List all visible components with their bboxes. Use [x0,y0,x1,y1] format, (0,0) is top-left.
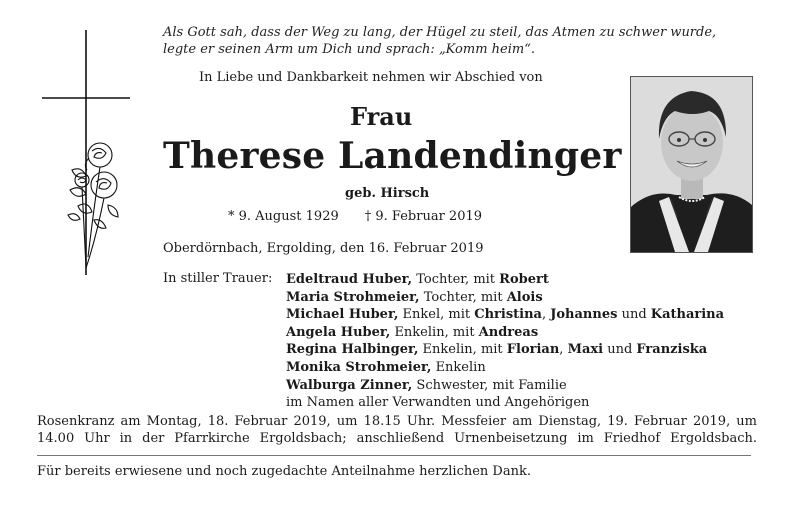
mourner-row: Maria Strohmeier, Tochter, mit Alois [286,289,543,305]
service-line-1: Rosenkranz am Montag, 18. Februar 2019, um 18.15 Uhr. Messfeier am Dienstag, 19. Februar 2019, um [37,414,757,429]
mourner-row: im Namen aller Verwandten und Angehörigen [286,395,590,411]
death-date: † 9. Februar 2019 [364,209,483,224]
quote-line-2: legte er seinen Arm um Dich und sprach: „Komm heim“. [163,42,535,57]
born-name: geb. Hirsch [345,186,430,201]
farewell-intro: In Liebe und Dankbarkeit nehmen wir Abschied von [199,70,543,85]
life-dates [228,209,482,224]
portrait-photo [630,76,753,253]
divider [37,455,751,456]
thanks-note: Für bereits erwiesene und noch zugedachte Anteilnahme herzlichen Dank. [37,464,531,479]
service-line-2: 14.00 Uhr in der Pfarrkirche Ergoldsbach; anschließend Urnenbeisetzung im Friedhof Ergoldsbach. [37,431,757,446]
mourner-row: Michael Huber, Enkel, mit Christina, Johannes und Katharina [286,307,725,323]
mourner-row: Edeltraud Huber, Tochter, mit Robert [286,272,549,287]
mourner-row: Monika Strohmeier, Enkelin [286,359,486,375]
mourner-row: Regina Halbinger, Enkelin, mit Florian, Maxi und Franziska [286,342,708,358]
mourner-row: Angela Huber, Enkelin, mit Andreas [286,324,539,340]
mourner-row: Walburga Zinner, Schwester, mit Familie [286,377,567,393]
cross-with-roses-icon [42,30,132,280]
quote-line-1: Als Gott sah, dass der Weg zu lang, der Hügel zu steil, das Atmen zu schwer wurde, [163,25,717,40]
birth-date: * 9. August 1929 [228,209,339,224]
mourners-list [286,271,766,412]
deceased-name: Therese Landendinger [163,135,622,177]
mourning-label: In stiller Trauer: [163,271,273,286]
memorial-quote [163,24,773,58]
service-info [37,413,757,447]
portrait-image [631,77,752,252]
place-and-date: Oberdörnbach, Ergolding, den 16. Februar 2019 [163,241,484,256]
salutation: Frau [350,102,413,131]
